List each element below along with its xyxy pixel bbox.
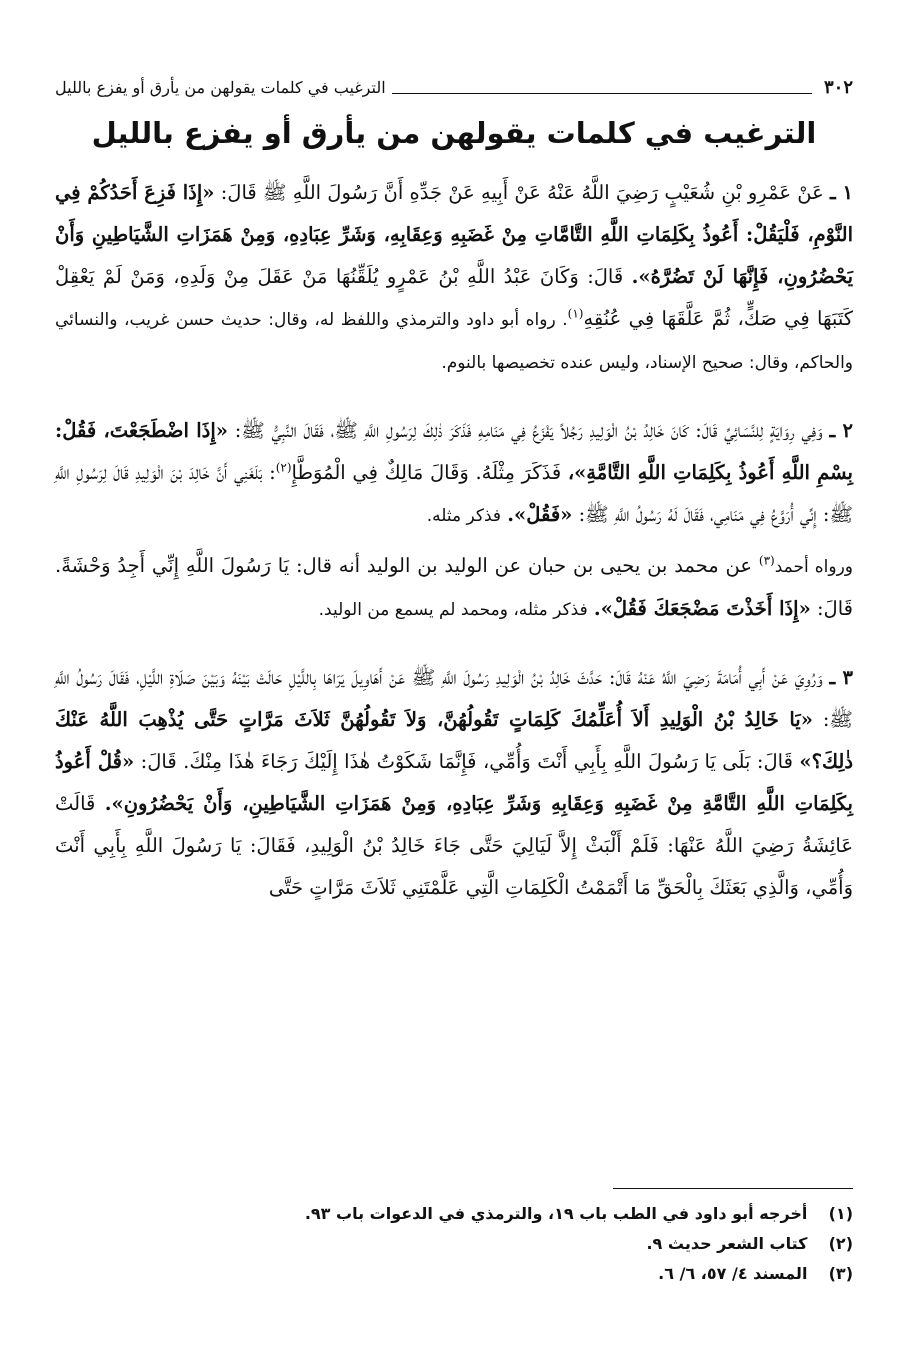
hadith-text: عَنْ عَمْرِو بْنِ شُعَيْبٍ رَضِيَ اللَّهُ عَنْهُ عَنْ أَبِيهِ عَنْ جَدِّهِ أَنَّ رَسُولَ اللَّهِ ﷺ قَالَ: (220, 181, 824, 204)
prophetic-quote: «إِذَا أَخَذْتَ مَضْجَعَكَ فَقُلْ». (593, 597, 811, 620)
hadith-1 (55, 172, 853, 384)
footnote-reference[interactable]: (٣) (758, 553, 775, 568)
hadith-number: ٢ ـ (829, 419, 853, 442)
hadith-text: قَالَ: وَكَانَ عَبْدُ اللَّهِ بْنُ عَمْرٍو يُلَقِّنُهَا مَنْ عَقَلَ مِنْ وَلَدِهِ، وَمَنْ لَمْ يَعْقِلْ كَتَبَهَا فِي صَكٍّ، ثُمَّ عَلَّقَهَا فِي عُنُقِهِ (55, 265, 853, 330)
prophetic-quote: «فَقُلْ». (507, 503, 573, 526)
hadith-3 (55, 657, 853, 909)
hadith-2-note (55, 545, 853, 631)
hadith-text: عن محمد بن يحيى بن حبان عن الوليد بن الوليد أنه قال: يَا رَسُولَ اللَّهِ إِنِّي أَجِدُ وَحْشَةً. قَالَ: (55, 554, 853, 620)
hadith-number: ١ ـ (829, 181, 853, 204)
footnote-2 (55, 1229, 853, 1259)
hadith-number: ٣ ـ (829, 666, 853, 689)
hadith-text: فَذَكَرَ مِثْلَهُ. وَقَالَ مَالِكٌ فِي الْمُوَطَّإِ (291, 461, 562, 484)
source-note: فذكر مثله، ومحمد لم يسمع من الوليد. (318, 600, 588, 620)
page (55, 70, 853, 1330)
footnote-number: (٢) (828, 1234, 853, 1253)
header-rule (392, 81, 812, 94)
source-note: فذكر مثله. (426, 506, 502, 526)
footnote-number: (٣) (828, 1264, 853, 1283)
page-number: ٣٠٢ (823, 76, 853, 98)
footnote-1 (55, 1199, 853, 1229)
chapter-title: الترغيب في كلمات يقولهن من يأرق أو يفزع بالليل (91, 116, 817, 150)
footnote-text: كتاب الشعر حديث ٩. (646, 1234, 808, 1253)
footnotes (55, 1188, 853, 1289)
footnote-reference[interactable]: (١) (567, 306, 584, 321)
footnote-rule (613, 1188, 853, 1189)
source-note: ورواه أحمد (774, 557, 853, 577)
source-note: . رواه أبو داود والترمذي واللفظ له، وقال: حديث حسن غريب، والنسائي والحاكم، وقال: صحيح الإسناد، وليس عنده تخصيصها بالنوم. (55, 310, 853, 373)
hadith-text: وَرُوِيَ عَنْ أَبِي أُمَامَةَ رَضِيَ اللَّهُ عَنْهُ قَالَ: حَدَّثَ خَالِدُ بْنُ الْوَلِيدِ رَسُولَ اللَّهِ ﷺ عَنْ أَهَاوِيلَ يَرَاهَا بِاللَّيْلِ حَالَتْ بَيْنَهُ وَبَيْنَ صَلَاةِ اللَّيْلِ، فَقَالَ رَسُولُ اللَّهِ ﷺ: (55, 666, 853, 731)
prophetic-quote: «قُلْ أَعُوذُ بِكَلِمَاتِ اللَّهِ التَّامَّةِ مِنْ غَضَبِهِ وَعِقَابِهِ وَشَرِّ عِبَادِهِ، وَمِنْ هَمَزَاتِ الشَّيَاطِينِ، وَأَنْ يَحْضُرُونِ». (55, 750, 853, 815)
prophetic-quote: «يَا خَالِدُ بْنُ الْوَلِيدِ أَلاَ أُعَلِّمُكَ كَلِمَاتٍ تَقُولُهُنَّ، وَلاَ تَقُولُهُنَّ ثَلاَثَ مَرَّاتٍ حَتَّى يُذْهِبَ اللَّهُ عَنْكَ ذٰلِكَ؟» (55, 708, 854, 773)
footnote-text: أخرجه أبو داود في الطب باب ١٩، والترمذي في الدعوات باب ٩٣. (304, 1204, 808, 1223)
hadith-text: قَالَتْ عَائِشَةُ رَضِيَ اللَّهُ عَنْهَا: فَلَمْ أَلْبَثْ إِلاَّ لَيَالِيَ حَتَّى جَاءَ خَالِدُ بْنُ الْوَلِيدِ، فَقَالَ: يَا رَسُولَ اللَّهِ بِأَبِي أَنْتَ وَأُمِّي، وَالَّذِي بَعَثَكَ بِالْحَقِّ مَا أَتْمَمْتُ الْكَلِمَاتِ الَّتِي عَلَّمْتَنِي ثَلاَثَ مَرَّاتٍ حَتَّى (55, 792, 853, 899)
hadith-text: قَالَ: بَلَى يَا رَسُولَ اللَّهِ بِأَبِي أَنْتَ وَأُمِّي، فَإِنَّمَا شَكَوْتُ هٰذَا إِلَيْكَ رَجَاءَ هٰذَا مِنْكَ. قَالَ: (140, 750, 793, 773)
footnote-3 (55, 1259, 853, 1289)
hadith-text: : بَلَغَنِي أَنَّ خَالِدَ بْنَ الْوَلِيدِ قَالَ لِرَسُولِ اللَّهِ ﷺ: إِنِّي أُرَوَّعُ فِي مَنَامِي، فَقَالَ لَهُ رَسُولُ اللَّهِ ﷺ: (55, 461, 853, 526)
footnote-number: (١) (828, 1204, 853, 1223)
hadith-2 (55, 410, 853, 537)
running-title: الترغيب في كلمات يقولهن من يأرق أو يفزع بالليل (55, 77, 386, 97)
footnote-reference[interactable]: (٢) (275, 460, 292, 475)
hadith-text: وَفِي رِوَايَةٍ لِلنَّسَائِيِّ قَالَ: كَانَ خَالِدُ بْنُ الْوَلِيدِ رَجُلاً يَفْزَعُ فِي مَنَامِهِ فَذَكَرَ ذٰلِكَ لِرَسُولِ اللَّهِ ﷺ، فَقَالَ النَّبِيُّ ﷺ: (234, 419, 823, 442)
prophetic-quote: «إِذَا فَزِعَ أَحَدُكُمْ فِي النَّوْمِ، فَلْيَقُلْ: أَعُوذُ بِكَلِمَاتِ اللَّهِ التَّامَّاتِ مِنْ غَضَبِهِ وَعِقَابِهِ، وَشَرِّ عِبَادِهِ، وَمِنْ هَمَزَاتِ الشَّيَاطِينِ وَأَنْ يَحْضُرُونِ، فَإِنَّهَا لَنْ تَضُرَّهُ». (55, 181, 854, 288)
prophetic-quote: «إِذَا اضْطَجَعْتَ، فَقُلْ: بِسْمِ اللَّهِ أَعُوذُ بِكَلِمَاتِ اللَّهِ التَّامَّةِ»، (55, 419, 853, 484)
footnote-text: المسند ٤/ ٥٧، ٦/ ٦. (658, 1264, 808, 1283)
running-header (55, 70, 853, 104)
